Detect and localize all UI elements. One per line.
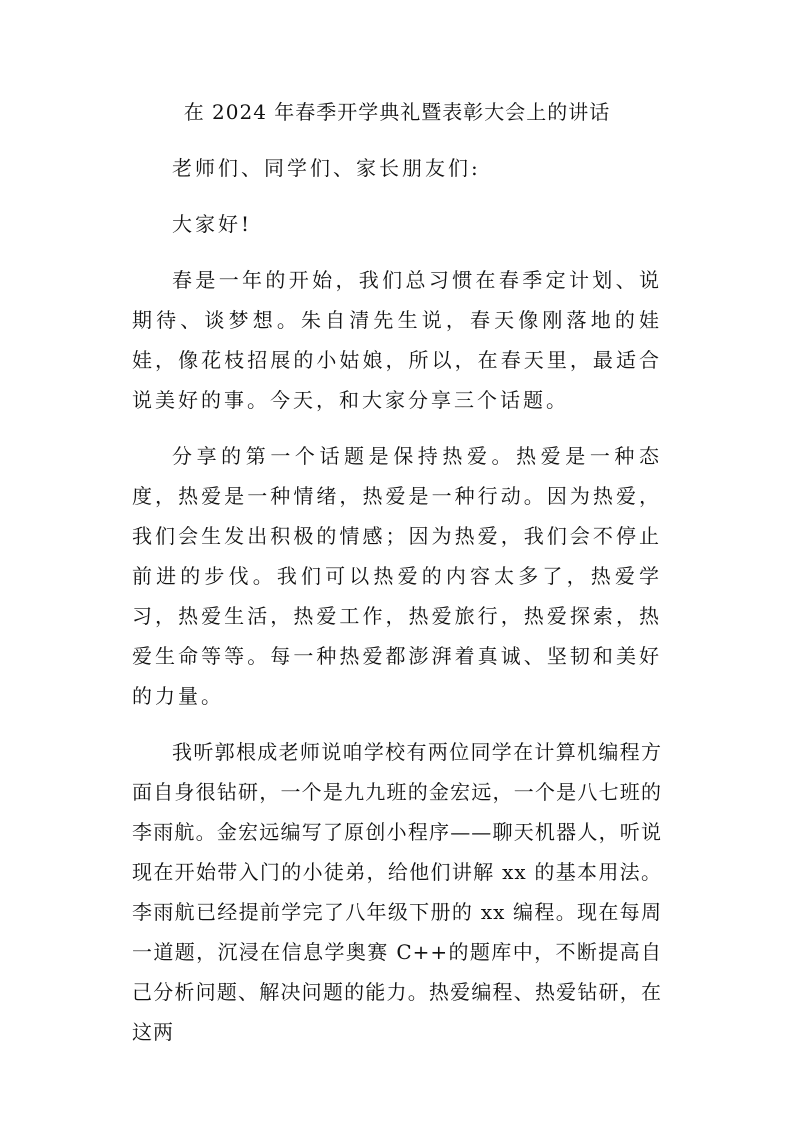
paragraph-passion: 分享的第一个话题是保持热爱。热爱是一种态度，热爱是一种情绪，热爱是一种行动。因为热爱，我们会生发出积极的情感；因为热爱，我们会不停止前进的步伐。我们可以热爱的内容太多了，热爱学习，热爱生活，热爱工作，热爱旅行，热爱探索，热爱生命等等。每一种热爱都澎湃着真诚、坚韧和美好的力量。	[132, 444, 662, 708]
paragraph-spring: 春是一年的开始，我们总习惯在春季定计划、说期待、谈梦想。朱自清先生说，春天像刚落地的娃娃，像花枝招展的小姑娘，所以，在春天里，最适合说美好的事。今天，和大家分享三个话题。	[132, 268, 662, 412]
greeting-line: 老师们、同学们、家长朋友们:	[172, 156, 481, 180]
document-title: 在 2024 年春季开学典礼暨表彰大会上的讲话	[183, 100, 611, 124]
paragraph-students: 我听郭根成老师说咱学校有两位同学在计算机编程方面自身很钻研，一个是九九班的金宏远，一个是八七班的李雨航。金宏远编写了原创小程序——聊天机器人，听说现在开始带入门的小徒弟，给他们讲解 xx 的基本用法。李雨航已经提前学完了八年级下册的 xx 编程。现在每周一道题，沉浸在信息学奥赛 C++的题库中，不断提高自己分析问题、解决问题的能力。热爱编程、热爱钻研，在这两	[132, 740, 662, 1044]
document-body	[132, 92, 662, 1052]
salutation-line: 大家好!	[172, 212, 253, 236]
